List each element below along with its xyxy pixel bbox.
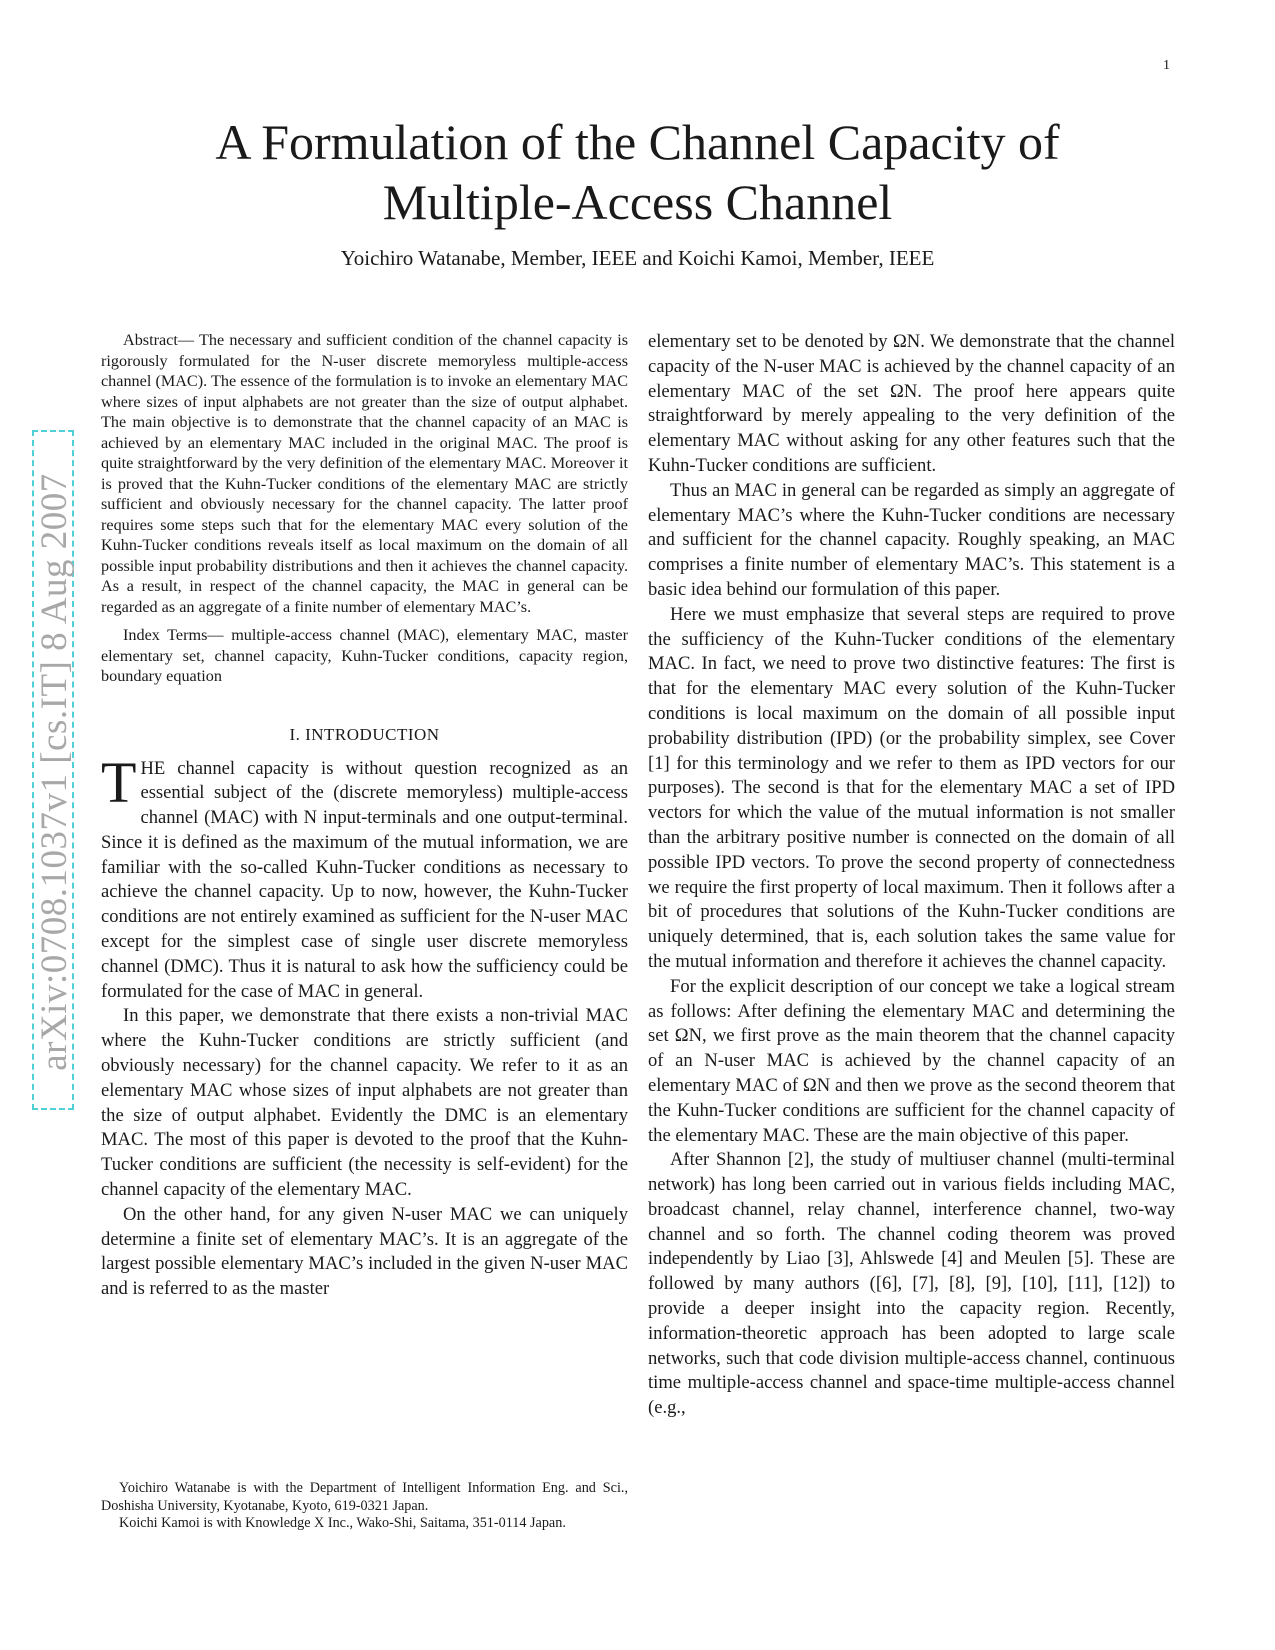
right-paragraph-4: For the explicit description of our concept we take a logical stream as follows: After defining the elementary MAC and determining the set ΩN, we first prove as the main theorem that the channel capacity of an N-user MAC is achieved by the channel capacity of an elementary MAC of ΩN and then we prove as the second theorem that the Kuhn-Tucker conditions are sufficient for the channel capacity of the elementary MAC. These are the main objective of this paper. (648, 975, 1175, 1146)
authors: Yoichiro Watanabe, Member, IEEE and Koichi Kamoi, Member, IEEE (340, 246, 935, 270)
intro-paragraph-1-text: HE channel capacity is without question recognized as an essential subject of the (discrete memoryless) multiple-access channel (MAC) with N input-terminals and one output-terminal. Since it is defined as the maximum of the mutual information, we are familiar with the so-called Kuhn-Tucker conditions as necessary to achieve the channel capacity. Up to now, however, the Kuhn-Tucker conditions are not entirely examined as sufficient for the N-user MAC except for the simplest case of single user discrete memoryless channel (DMC). Thus it is natural to ask how the sufficiency could be formulated for the case of MAC in general. (101, 757, 628, 1002)
right-column (648, 330, 1175, 1421)
right-paragraph-3: Here we must emphasize that several steps are required to prove the sufficiency of the Kuhn-Tucker conditions of the elementary MAC. In fact, we need to prove two distinctive features: The first is that for the elementary MAC every solution of the Kuhn-Tucker conditions is local maximum on the domain of all possible input probability distribution (IPD) (or the probability simplex, see Cover [1] for this terminology and we refer to them as IPD vectors for our purposes). The second is that for the elementary MAC a set of IPD vectors for which the value of the mutual information is not smaller than the arbitrary positive number is connected on the domain of all possible IPD vectors. To prove the second property of connectedness we require the first property of local maximum. Then it follows after a bit of procedures that solutions of the Kuhn-Tucker conditions are uniquely determined, that is, each solution takes the same value for the mutual information and therefore it achieves the channel capacity. (648, 603, 1175, 972)
intro-paragraph-1 (101, 749, 628, 1005)
abstract: Abstract— The necessary and sufficient condition of the channel capacity is rigorously formulated for the N-user discrete memoryless multiple-access channel (MAC). The essence of the formulation is to invoke an elementary MAC where sizes of input alphabets are not greater than the size of output alphabet. The main objective is to demonstrate that the channel capacity of an MAC is achieved by an elementary MAC included in the original MAC. The proof is quite straightforward by the very definition of the elementary MAC. Moreover it is proved that the Kuhn-Tucker conditions of the elementary MAC are strictly sufficient and obviously necessary for the channel capacity. The latter proof requires some steps such that for the elementary MAC every solution of the Kuhn-Tucker conditions reveals itself as local maximum on the domain of all possible input probability distributions and then it achieves the channel capacity. As a result, in respect of the channel capacity, the MAC in general can be regarded as an aggregate of a finite number of elementary MAC’s. (101, 331, 628, 616)
intro-paragraph-2: In this paper, we demonstrate that there exists a non-trivial MAC where the Kuhn-Tucker conditions are strictly sufficient (and obviously necessary) for the channel capacity. We refer to it as an elementary MAC whose sizes of input alphabets are not greater than the size of output alphabet. Evidently the DMC is an elementary MAC. The most of this paper is devoted to the proof that the Kuhn-Tucker conditions are sufficient (the necessity is self-evident) for the channel capacity of the elementary MAC. (101, 1005, 628, 1201)
footnotes (101, 1480, 628, 1533)
title-line-2: Multiple-Access Channel (382, 174, 893, 230)
footnote-author-1: Yoichiro Watanabe is with the Department of Intelligent Information Eng. and Sci., Doshisha University, Kyotanabe, Kyoto, 619-0321 Japan. (101, 1480, 628, 1514)
page-number: 1 (1163, 58, 1170, 73)
section-heading-introduction: I. INTRODUCTION (289, 724, 440, 744)
left-column (101, 330, 628, 1302)
paper-title (150, 112, 1125, 232)
right-paragraph-2: Thus an MAC in general can be regarded as simply an aggregate of elementary MAC’s where the Kuhn-Tucker conditions are necessary and sufficient for the channel capacity. Roughly speaking, an MAC comprises a finite number of elementary MAC’s. This statement is a basic idea behind our formulation of this paper. (648, 479, 1175, 600)
right-paragraph-5: After Shannon [2], the study of multiuser channel (multi-terminal network) has long been carried out in various fields including MAC, broadcast channel, relay channel, interference channel, two-way channel and so forth. The channel coding theorem was proved independently by Liao [3], Ahlswede [4] and Meulen [5]. These are followed by many authors ([6], [7], [8], [9], [10], [11], [12]) to provide a deeper insight into the capacity region. Recently, information-theoretic approach has been adopted to large scale networks, such that code division multiple-access channel, continuous time multiple-access channel and space-time multiple-access channel (e.g., (648, 1149, 1175, 1419)
right-paragraph-1: elementary set to be denoted by ΩN. We demonstrate that the channel capacity of the N-user MAC is achieved by the channel capacity of an elementary MAC of the set ΩN. The proof here appears quite straightforward by merely appealing to the very definition of the elementary MAC without asking for any other features such that the Kuhn-Tucker conditions are sufficient. (648, 331, 1175, 476)
arxiv-identifier: arXiv:0708.1037v1 [cs.IT] 8 Aug 2007 (34, 473, 75, 1071)
arxiv-stamp (32, 430, 74, 1110)
footnote-author-2: Koichi Kamoi is with Knowledge X Inc., Wako-Shi, Saitama, 351-0114 Japan. (119, 1515, 566, 1531)
title-line-1: A Formulation of the Channel Capacity of (215, 114, 1060, 170)
drop-cap: T (101, 749, 137, 815)
index-terms: Index Terms— multiple-access channel (MAC), elementary MAC, master elementary set, channel capacity, Kuhn-Tucker conditions, capacity region, boundary equation (101, 626, 628, 685)
intro-paragraph-3: On the other hand, for any given N-user MAC we can uniquely determine a finite set of elementary MAC’s. It is an aggregate of the largest possible elementary MAC’s included in the given N-user MAC and is referred to as the master (101, 1203, 628, 1300)
